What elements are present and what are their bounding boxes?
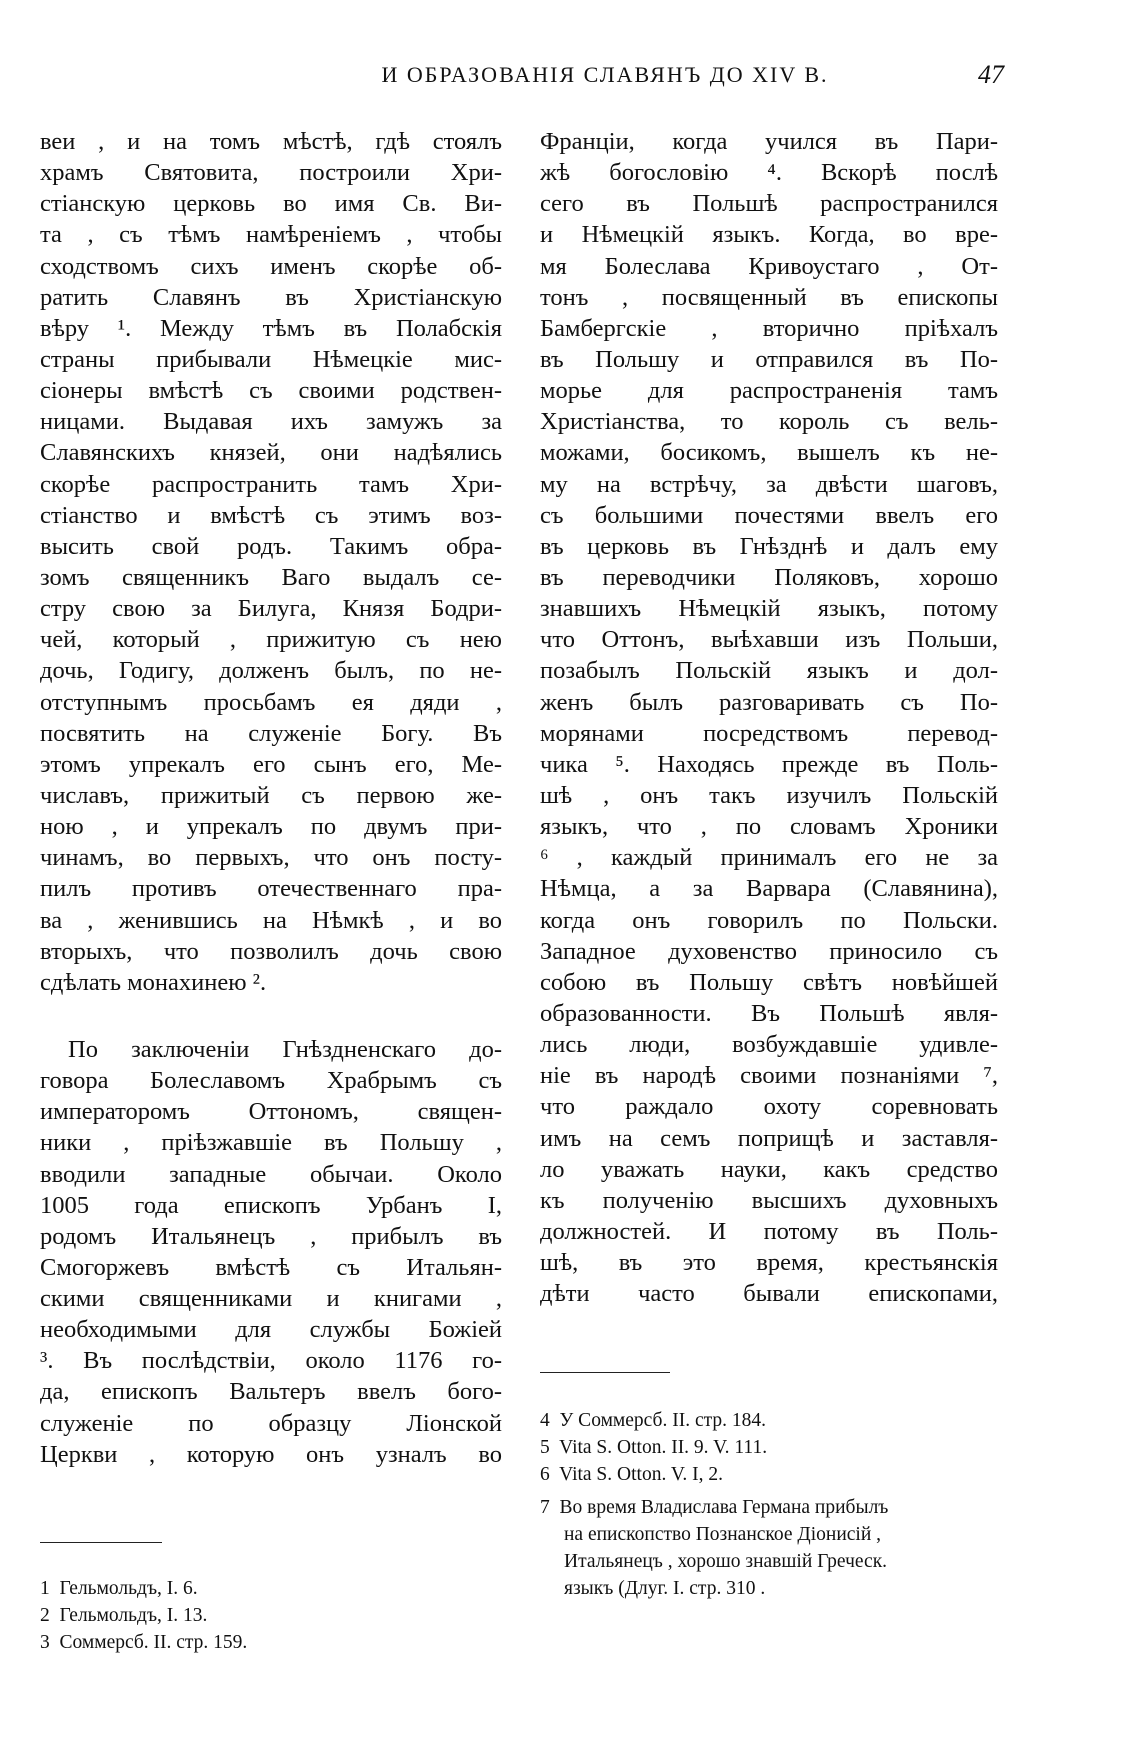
text-line: и Нѣмецкій языкъ. Когда, во вре-: [540, 221, 998, 249]
paragraph-gap: [40, 998, 502, 1034]
footnote: [540, 1494, 888, 1521]
text-line: да, епископъ Вальтеръ ввелъ бого-: [40, 1378, 502, 1406]
text-line: служеніе по образцу Ліонской: [40, 1409, 502, 1437]
text-line: можами, босикомъ, вышелъ къ не-: [540, 439, 998, 467]
text-line: собою въ Польшу свѣтъ новѣйшей: [540, 968, 998, 996]
text-line: къ полученію высшихъ духовныхъ: [540, 1186, 998, 1214]
text-line: императоромъ Оттономъ, священ-: [40, 1098, 502, 1126]
text-line: Западное духовенство приносило съ: [540, 937, 998, 965]
text-line: числавъ, прижитый съ первою же-: [40, 781, 502, 809]
text-line: пилъ противъ отечественнаго пра-: [40, 875, 502, 903]
text-line: этомъ упрекалъ его сынъ его, Ме-: [40, 750, 502, 778]
text-line: лись люди, возбуждавшіе удивле-: [540, 1031, 998, 1059]
footnote: [40, 1575, 247, 1602]
text-line: дѣти часто бывали епископами,: [540, 1280, 998, 1308]
text-line: веи , и на томъ мѣстѣ, гдѣ стоялъ: [40, 128, 502, 155]
text-line: жѣ богословію ⁴. Вскорѣ послѣ: [540, 159, 998, 187]
footnote-text: Гельмольдъ, I. 13.: [59, 1605, 208, 1626]
footnote: [540, 1407, 888, 1434]
text-line: чей, который , прижитую съ нею: [40, 626, 502, 654]
text-line: сдѣлать монахинею ².: [40, 968, 267, 996]
footnote-number: 4: [540, 1410, 550, 1431]
text-line: По заключеніи Гнѣздненскаго до-: [68, 1035, 502, 1063]
text-line: скими священниками и книгами ,: [40, 1285, 502, 1313]
text-line: образованности. Въ Польшѣ явля-: [540, 999, 998, 1027]
footnote-text: Гельмольдъ, I. 6.: [59, 1578, 198, 1599]
footnote-text: Соммерсб. II. стр. 159.: [59, 1632, 248, 1653]
text-line: стіанство и вмѣстѣ съ этимъ воз-: [40, 501, 502, 529]
footnote-text: Vita S. Otton. V. I, 2.: [559, 1464, 724, 1485]
footnote-text: Vita S. Otton. II. 9. V. 111.: [559, 1437, 768, 1458]
text-line: дочь, Годигу, долженъ былъ, по не-: [40, 657, 502, 685]
footnote-text: У Соммерсб. II. стр. 184.: [559, 1410, 766, 1431]
footnote-number: 3: [40, 1632, 50, 1653]
text-line: сіонеры вмѣстѣ съ своими родствен-: [40, 377, 502, 405]
text-line: Бамбергскіе , вторично пріѣхалъ: [540, 314, 998, 342]
text-line: вторыхъ, что позволилъ дочь свою: [40, 937, 502, 965]
footnote-number: 1: [40, 1578, 50, 1599]
footnotes-left: [40, 1575, 247, 1656]
footnote-rule-left: [40, 1542, 162, 1543]
text-line: страны прибывали Нѣмецкіе мис-: [40, 345, 502, 373]
footnote-continuation: языкъ (Длуг. I. стр. 310 .: [564, 1578, 766, 1599]
text-line: сходствомъ сихъ именъ скорѣе об-: [40, 252, 502, 280]
text-line: когда онъ говорилъ по Польски.: [540, 906, 998, 934]
page-number: 47: [978, 60, 1004, 89]
text-line: стру свою за Билуга, Князя Бодри-: [40, 595, 502, 623]
footnote-number: 7: [540, 1497, 550, 1518]
text-line: тонъ , посвященный въ епископы: [540, 283, 998, 311]
text-line: посвятить на служеніе Богу. Въ: [40, 719, 502, 747]
text-line: должностей. И потому въ Поль-: [540, 1217, 998, 1245]
text-line: Христіанства, то король съ вель-: [540, 408, 998, 436]
text-line: ніе въ народѣ своими познаніями ⁷,: [540, 1062, 998, 1090]
text-line: чика ⁵. Находясь прежде въ Поль-: [540, 750, 998, 778]
footnote: [540, 1434, 888, 1461]
text-line: ⁶ , каждый принималъ его не за: [540, 844, 998, 872]
text-line: ницами. Выдавая ихъ замужъ за: [40, 408, 502, 436]
text-line: имъ на семъ поприщѣ и заставля-: [540, 1124, 998, 1152]
text-line: съ большими почестями ввелъ его: [540, 501, 998, 529]
text-line: что Оттонъ, выѣхавши изъ Польши,: [540, 626, 998, 654]
text-line: зомъ священникъ Ваго выдалъ се-: [40, 563, 502, 591]
text-line: сего въ Польшѣ распространился: [540, 190, 998, 218]
text-line: въ церковь въ Гнѣзднѣ и далъ ему: [540, 532, 998, 560]
footnote: [540, 1461, 888, 1488]
text-line: вѣру ¹. Между тѣмъ въ Полабскія: [40, 314, 502, 342]
text-line: морье для распространенія тамъ: [540, 377, 998, 405]
text-line: женъ былъ разговаривать съ По-: [540, 688, 998, 716]
text-line: шѣ , онъ такъ изучилъ Польскій: [540, 781, 998, 809]
text-line: та , съ тѣмъ намѣреніемъ , чтобы: [40, 221, 502, 249]
text-line: ною , и упрекалъ по двумъ при-: [40, 813, 502, 841]
footnote-number: 6: [540, 1464, 550, 1485]
text-line: ники , пріѣзжавшіе въ Польшу ,: [40, 1129, 502, 1157]
text-line: что раждало охоту соревновать: [540, 1093, 998, 1121]
text-line: стіанскую церковь во имя Св. Ви-: [40, 190, 502, 218]
text-line: му на встрѣчу, за двѣсти шаговъ,: [540, 470, 998, 498]
text-line: позабылъ Польскій языкъ и дол-: [540, 657, 998, 685]
footnote: [40, 1602, 247, 1629]
text-line: вводили западные обычаи. Около: [40, 1160, 502, 1188]
paragraph-1: [40, 126, 502, 998]
text-line: скорѣе распространить тамъ Хри-: [40, 470, 502, 498]
footnote-text: Во время Владислава Германа прибылъ: [559, 1497, 889, 1518]
footnote-continuation: на епископство Познанское Діонисій ,: [564, 1524, 882, 1545]
footnote-number: 5: [540, 1437, 550, 1458]
footnotes-right: [540, 1407, 888, 1602]
text-line: языкъ, что , по словамъ Хроники: [540, 813, 998, 841]
text-line: мя Болеслава Кривоустаго , От-: [540, 252, 998, 280]
text-line: морянами посредствомъ перевод-: [540, 719, 998, 747]
left-column: [40, 126, 502, 1470]
footnote-number: 2: [40, 1605, 50, 1626]
text-line: Славянскихъ князей, они надѣялись: [40, 439, 502, 467]
text-line: говора Болеславомъ Храбрымъ съ: [40, 1067, 502, 1095]
text-line: Смогоржевъ вмѣстѣ съ Итальян-: [40, 1253, 502, 1281]
text-line: храмъ Святовита, построили Хри-: [40, 159, 502, 187]
text-line: въ переводчики Поляковъ, хорошо: [540, 563, 998, 591]
text-line: чинамъ, во первыхъ, что онъ посту-: [40, 844, 502, 872]
running-head-title: И ОБРАЗОВАНІЯ СЛАВЯНЪ ДО XIV В.: [381, 62, 829, 87]
footnote-continuation: Итальянецъ , хорошо знавшій Греческ.: [564, 1551, 888, 1572]
text-line: ³. Въ послѣдствіи, около 1176 го-: [40, 1347, 502, 1375]
right-column: [540, 126, 998, 1309]
paragraph-2: [40, 1034, 502, 1470]
text-line: ва , женившись на Нѣмкѣ , и во: [40, 906, 502, 934]
text-line: отступнымъ просьбамъ ея дяди ,: [40, 688, 502, 716]
text-line: родомъ Итальянецъ , прибылъ въ: [40, 1222, 502, 1250]
text-line: въ Польшу и отправился въ По-: [540, 345, 998, 373]
text-line: Нѣмца, а за Варвара (Славянина),: [540, 875, 998, 903]
text-line: Франціи, когда учился въ Пари-: [540, 128, 998, 155]
text-line: необходимыми для службы Божіей: [40, 1316, 502, 1344]
text-line: высить свой родъ. Такимъ обра-: [40, 532, 502, 560]
text-line: 1005 года епископъ Урбанъ I,: [40, 1191, 502, 1219]
footnote: [40, 1629, 247, 1656]
text-line: знавшихъ Нѣмецкій языкъ, потому: [540, 595, 998, 623]
text-line: ло уважать науки, какъ средство: [540, 1155, 998, 1183]
text-line: ратить Славянъ въ Христіанскую: [40, 283, 502, 311]
text-line: шѣ, въ это время, крестьянскія: [540, 1249, 998, 1277]
text-line: Церкви , которую онъ узналъ во: [40, 1440, 502, 1468]
footnote-rule-right: [540, 1372, 670, 1373]
